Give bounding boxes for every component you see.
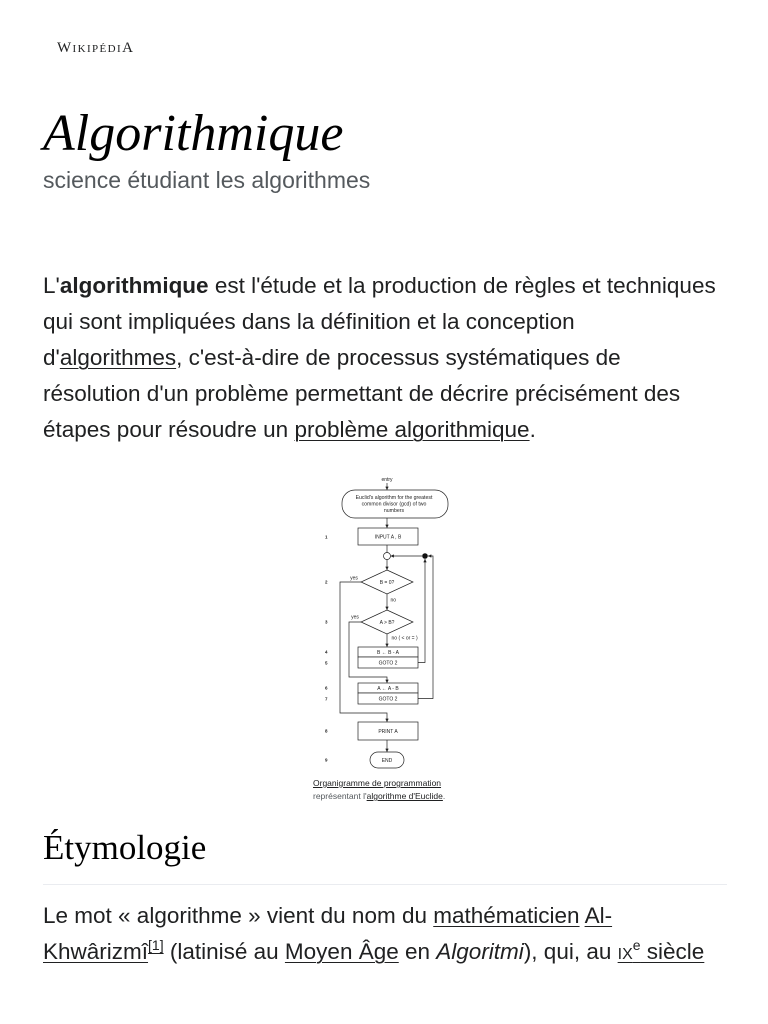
yes-label: yes: [350, 575, 358, 582]
intro-line: [43, 304, 729, 340]
step-number: 7: [325, 696, 328, 702]
reference-link[interactable]: [1]: [148, 937, 164, 953]
intro-text: d': [43, 345, 60, 370]
intro-line: [43, 376, 729, 412]
junction-circle: [384, 553, 391, 560]
step-number: 8: [325, 728, 328, 734]
intro-bold-term: algorithmique: [59, 273, 209, 298]
intro-line: [43, 412, 729, 448]
etymology-line: [43, 934, 729, 970]
caption-line: [313, 790, 463, 803]
process-label: B ← B - A: [377, 649, 399, 656]
century-numeral: ix: [617, 939, 633, 964]
page-subtitle: science étudiant les algorithmes: [43, 167, 371, 193]
goto-label: GOTO 2: [378, 696, 398, 703]
flowchart-figure[interactable]: [313, 472, 455, 772]
print-label: PRINT A: [378, 728, 398, 735]
etymology-italic-term: Algoritmi: [436, 939, 524, 964]
etymology-text: Le mot « algorithme » vient du nom du: [43, 903, 434, 928]
caption-text: représentant l': [313, 791, 367, 801]
wikipedia-wordmark[interactable]: WikipédiA: [57, 40, 135, 56]
intro-line: [43, 340, 729, 376]
intro-text: résolution d'un problème permettant de décrire précisément des: [43, 381, 681, 406]
no-label: no: [390, 597, 397, 604]
intro-text: qui sont impliquées dans la définition et la conception: [43, 309, 575, 334]
link-algorithmes[interactable]: algorithmes: [59, 345, 177, 370]
step-number: 4: [325, 649, 328, 655]
decision-label: B = 0?: [379, 579, 395, 586]
no-label: no ( < or = ): [391, 635, 418, 642]
goto-label: GOTO 2: [378, 660, 398, 667]
etymology-text: ), qui, au: [523, 939, 618, 964]
section-divider: [43, 884, 727, 885]
link-ixe-siecle[interactable]: [618, 939, 705, 964]
process-label: A ← A - B: [377, 685, 399, 692]
link-al-khwarizmi[interactable]: Khwârizmî: [43, 939, 149, 964]
intro-line: [43, 268, 729, 304]
step-number: 1: [325, 534, 328, 540]
yes-label: yes: [351, 614, 359, 621]
etymology-paragraph: [43, 898, 729, 970]
flow-arrow: [418, 559, 425, 663]
loop-junction-dot: [422, 553, 428, 559]
etymology-text: en: [398, 939, 437, 964]
link-moyen-age[interactable]: Moyen Âge: [284, 939, 399, 964]
caption-line: [313, 777, 463, 790]
step-number: 3: [325, 619, 328, 625]
etymology-line: [43, 898, 729, 934]
step-number: 2: [325, 579, 328, 585]
intro-text: , c'est-à-dire de processus systématiques de: [176, 345, 621, 370]
link-probleme-algorithmique[interactable]: problème algorithmique: [294, 417, 530, 442]
link-al-khwarizmi[interactable]: Al-: [584, 903, 613, 928]
intro-text: .: [529, 417, 536, 442]
century-word: siècle: [640, 939, 705, 964]
step-number: 5: [325, 660, 328, 666]
euclid-flowchart: [313, 472, 455, 772]
intro-paragraph: [43, 268, 729, 448]
input-label: INPUT A , B: [374, 534, 402, 541]
century-ordinal: e: [632, 937, 641, 953]
flow-arrow: [418, 556, 433, 699]
figure-caption: [313, 777, 463, 803]
end-label: END: [381, 757, 393, 764]
link-mathematicien[interactable]: mathématicien: [433, 903, 580, 928]
section-heading-etymologie: Étymologie: [43, 828, 207, 867]
etymology-text: (latinisé au: [163, 939, 285, 964]
start-label-line: Euclid's algorithm for the greatest: [355, 495, 433, 501]
start-label-line: numbers: [383, 508, 405, 514]
link-organigramme[interactable]: Organigramme de programmation: [313, 778, 442, 788]
intro-text: étapes pour résoudre un: [43, 417, 295, 442]
page-title: Algorithmique: [43, 105, 344, 162]
link-algorithme-euclide[interactable]: algorithme d'Euclide: [366, 791, 443, 801]
step-number: 9: [325, 757, 328, 763]
decision-label: A > B?: [379, 619, 395, 626]
intro-text: L': [43, 273, 60, 298]
caption-text: .: [442, 791, 446, 801]
entry-label: entry: [381, 477, 393, 483]
step-number: 6: [325, 685, 328, 691]
intro-text: est l'étude et la production de règles et techniques: [208, 273, 716, 298]
start-label-line: common divisor (gcd) of two: [361, 501, 427, 508]
